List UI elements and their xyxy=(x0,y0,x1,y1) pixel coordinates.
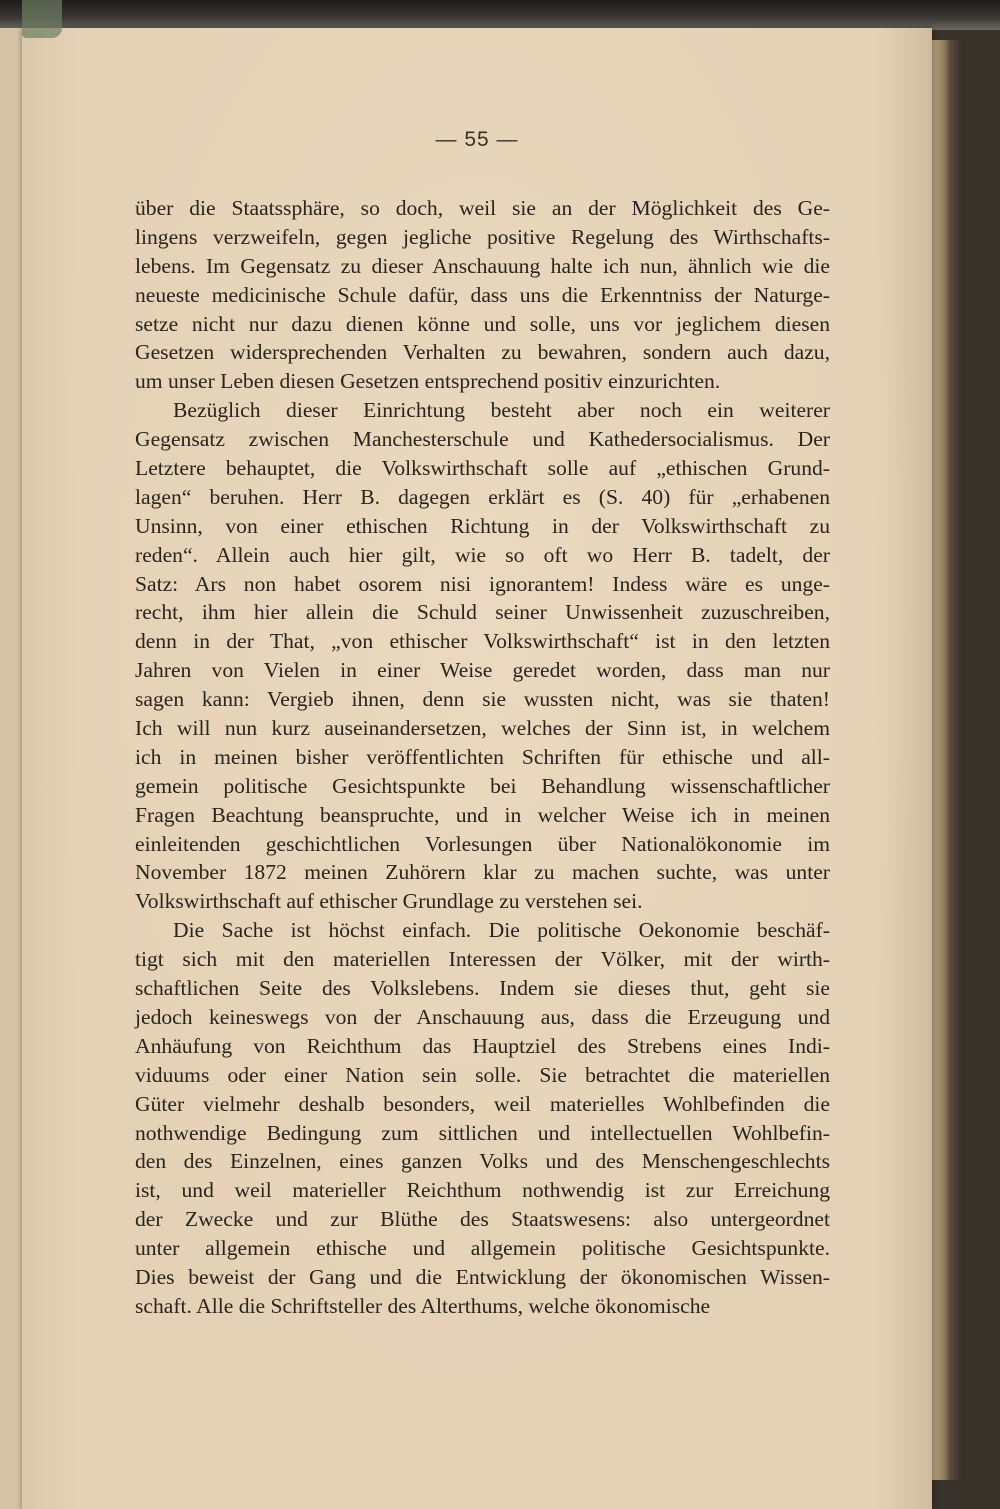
text-line: Gegensatz zwischen Manchesterschule und Kathedersocialismus. Der xyxy=(135,427,830,452)
text-line: über die Staatssphäre, so doch, weil sie an der Möglichkeit des Ge- xyxy=(135,196,830,220)
text-line: unter allgemein ethische und allgemein politische Gesichtspunkte. xyxy=(135,1236,830,1261)
text-line: einleitenden geschichtlichen Vorlesungen über Nationalökonomie im xyxy=(135,831,830,856)
text-line: lebens. Im Gegensatz zu dieser Anschauung halte ich nun, ähnlich wie die xyxy=(135,253,830,278)
text-line: denn in der That, „von ethischer Volkswirthschaft“ ist in den letzten xyxy=(135,629,830,654)
text-line: lagen“ beruhen. Herr B. dagegen erklärt es (S. 40) für „erhabenen xyxy=(135,484,830,509)
text-line: Satz: Ars non habet osorem nisi ignorantem! Indess wäre es unge- xyxy=(135,571,830,596)
page-number: — 55 — xyxy=(435,128,519,151)
text-line: jedoch keineswegs von der Anschauung aus, dass die Erzeugung und xyxy=(135,1004,830,1029)
text-line: lingens verzweifeln, gegen jegliche positive Regelung des Wirthschafts- xyxy=(135,224,830,249)
text-line: sagen kann: Vergieb ihnen, denn sie wussten nicht, was sie thaten! xyxy=(135,687,830,712)
bookmark-tab xyxy=(22,0,62,38)
text-line: Bezüglich dieser Einrichtung besteht aber noch ein weiterer xyxy=(173,398,830,423)
text-line: recht, ihm hier allein die Schuld seiner Unwissenheit zuzuschreiben, xyxy=(135,600,830,625)
paragraph xyxy=(135,916,830,1320)
text-line: Dies beweist der Gang und die Entwicklung der ökonomischen Wissen- xyxy=(135,1264,830,1289)
text-line: Anhäufung von Reichthum das Hauptziel des Strebens eines Indi- xyxy=(135,1033,830,1058)
book-page xyxy=(22,28,932,1509)
text-line: Volkswirthschaft auf ethischer Grundlage zu verstehen sei. xyxy=(135,889,643,914)
text-line: schaftlichen Seite des Volkslebens. Indem sie dieses thut, geht sie xyxy=(135,976,830,1001)
text-line: um unser Leben diesen Gesetzen entsprechend positiv einzurichten. xyxy=(135,369,721,394)
text-line: den des Einzelnen, eines ganzen Volks und des Menschengeschlechts xyxy=(135,1149,830,1174)
text-line: der Zwecke und zur Blüthe des Staatswesens: also untergeordnet xyxy=(135,1207,830,1232)
text-line: November 1872 meinen Zuhörern klar zu machen suchte, was unter xyxy=(135,860,830,885)
text-line: Fragen Beachtung beanspruchte, und in welcher Weise ich in meinen xyxy=(135,802,830,827)
body-text xyxy=(135,194,830,1321)
text-line: ich in meinen bisher veröffentlichten Schriften für ethische und all- xyxy=(135,744,830,769)
text-line: Die Sache ist höchst einfach. Die politische Oekonomie beschäf- xyxy=(173,918,830,943)
text-line: schaft. Alle die Schriftsteller des Alterthums, welche ökonomische xyxy=(135,1293,711,1318)
text-line: nothwendige Bedingung zum sittlichen und intellectuellen Wohlbefin- xyxy=(135,1120,830,1145)
text-line: neueste medicinische Schule dafür, dass uns die Erkenntniss der Naturge- xyxy=(135,282,830,307)
paragraph xyxy=(135,194,830,396)
text-line: Jahren von Vielen in einer Weise geredet worden, dass man nur xyxy=(135,658,830,683)
text-line: Unsinn, von einer ethischen Richtung in der Volkswirthschaft zu xyxy=(135,513,830,538)
paragraph xyxy=(135,396,830,916)
text-line: ist, und weil materieller Reichthum nothwendig ist zur Erreichung xyxy=(135,1178,830,1203)
text-line: Gesetzen widersprechenden Verhalten zu bewahren, sondern auch dazu, xyxy=(135,340,830,365)
text-line: setze nicht nur dazu dienen könne und solle, uns vor jeglichem diesen xyxy=(135,311,830,336)
text-line: viduums oder einer Nation sein solle. Sie betrachtet die materiellen xyxy=(135,1062,830,1087)
text-line: tigt sich mit den materiellen Interessen der Völker, mit der wirth- xyxy=(135,947,830,972)
page-stack-edge xyxy=(932,40,962,1480)
text-line: Letztere behauptet, die Volkswirthschaft solle auf „ethischen Grund- xyxy=(135,456,830,481)
text-line: Ich will nun kurz auseinandersetzen, welches der Sinn ist, in welchem xyxy=(135,716,830,741)
facing-page-edge xyxy=(0,28,23,1509)
text-line: gemein politische Gesichtspunkte bei Behandlung wissenschaftlicher xyxy=(135,773,830,798)
text-line: reden“. Allein auch hier gilt, wie so oft wo Herr B. tadelt, der xyxy=(135,542,830,567)
text-line: Güter vielmehr deshalb besonders, weil materielles Wohlbefinden die xyxy=(135,1091,830,1116)
book-top-edge xyxy=(0,0,1000,30)
